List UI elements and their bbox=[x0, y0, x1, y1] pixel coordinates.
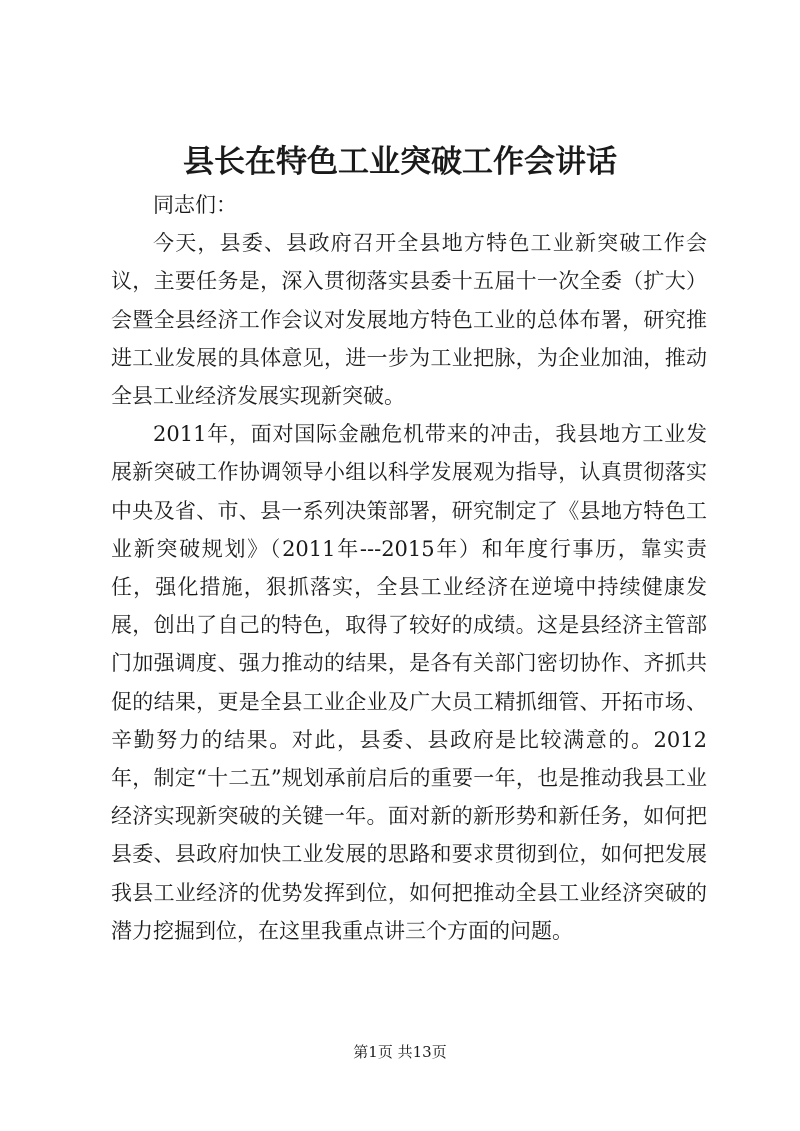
paragraph-2: 2011年，面对国际金融危机带来的冲击，我县地方工业发展新突破工作协调领导小组以科学发展观为指导，认真贯彻落实中央及省、市、县一系列决策部署，研究制定了《县地方特色工业新突破规划》（2011年---2015年）和年度行事历，靠实责任，强化措施，狠抓落实，全县工业经济在逆境中持续健康发展，创出了自己的特色，取得了较好的成绩。这是县经济主管部门加强调度、强力推动的结果，是各有关部门密切协作、齐抓共促的结果，更是全县工业企业及广大员工精抓细管、开拓市场、辛勤努力的结果。对此，县委、县政府是比较满意的。2012年，制定“十二五”规划承前启后的重要一年，也是推动我县工业经济实现新突破的关键一年。面对新的新形势和新任务，如何把县委、县政府加快工业发展的思路和要求贯彻到位，如何把发展我县工业经济的优势发挥到位，如何把推动全县工业经济突破的潜力挖掘到位，在这里我重点讲三个方面的问题。 bbox=[111, 422, 707, 943]
page-footer: 第1页 共13页 bbox=[353, 1043, 447, 1061]
document-body bbox=[111, 186, 707, 950]
document-title: 县长在特色工业突破工作会讲话 bbox=[183, 144, 617, 180]
salutation: 同志们： bbox=[153, 193, 237, 217]
paragraph-1: 今天，县委、县政府召开全县地方特色工业新突破工作会议，主要任务是，深入贯彻落实县委十五届十一次全委（扩大）会暨全县经济工作会议对发展地方特色工业的总体布署，研究推进工业发展的具体意见，进一步为工业把脉，为企业加油，推动全县工业经济发展实现新突破。 bbox=[111, 231, 707, 409]
